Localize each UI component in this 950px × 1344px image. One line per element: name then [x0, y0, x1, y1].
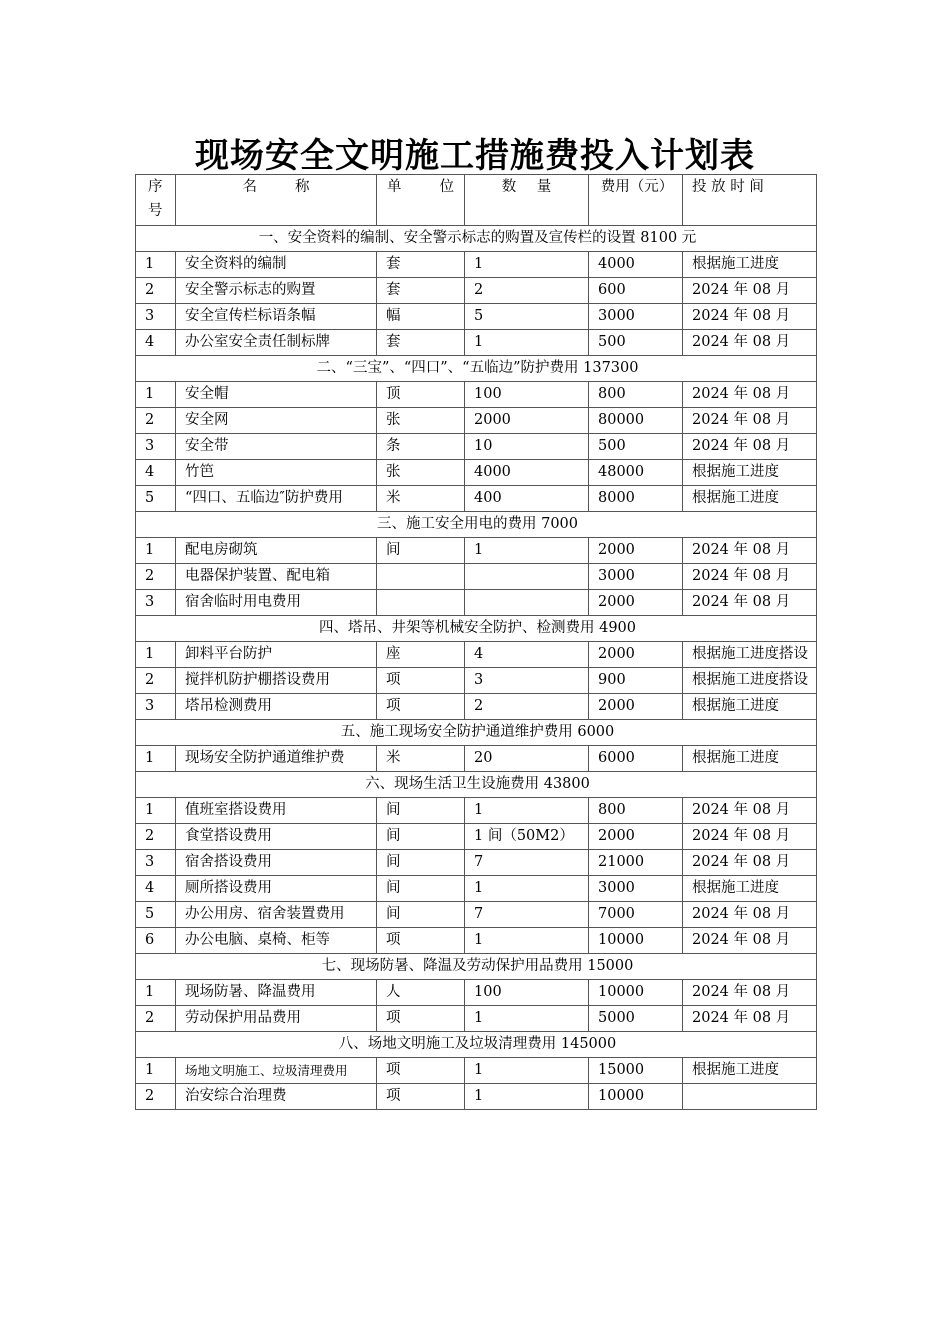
cost-cell: 600 — [589, 278, 683, 304]
quantity-cell: 1 间（50M2） — [465, 824, 589, 850]
unit-cell: 间 — [377, 850, 465, 876]
table-row — [136, 1084, 817, 1110]
cost-cell: 15000 — [589, 1058, 683, 1084]
unit-cell: 项 — [377, 694, 465, 720]
table-row — [136, 1058, 817, 1084]
table-row — [136, 460, 817, 486]
table-row — [136, 694, 817, 720]
schedule-cell: 2024 年 08 月 — [683, 590, 817, 616]
section-title: 六、现场生活卫生设施费用 43800 — [136, 772, 817, 798]
quantity-cell — [465, 590, 589, 616]
unit-cell: 项 — [377, 1006, 465, 1032]
quantity-cell: 1 — [465, 1084, 589, 1110]
schedule-cell: 根据施工进度 — [683, 876, 817, 902]
header-quantity: 数 量 — [465, 175, 589, 226]
cost-cell: 800 — [589, 382, 683, 408]
cost-cell: 10000 — [589, 1084, 683, 1110]
row-number-cell: 1 — [136, 642, 176, 668]
schedule-cell: 根据施工进度 — [683, 460, 817, 486]
schedule-cell: 根据施工进度 — [683, 252, 817, 278]
section-header-row — [136, 512, 817, 538]
table-row — [136, 928, 817, 954]
table-row — [136, 252, 817, 278]
item-name-cell: 办公用房、宿舍装置费用 — [176, 902, 377, 928]
schedule-cell: 2024 年 08 月 — [683, 564, 817, 590]
schedule-cell: 根据施工进度 — [683, 746, 817, 772]
cost-cell: 500 — [589, 330, 683, 356]
schedule-cell: 2024 年 08 月 — [683, 928, 817, 954]
header-name: 名 称 — [176, 175, 377, 226]
table-row — [136, 798, 817, 824]
row-number-cell: 2 — [136, 824, 176, 850]
cost-cell: 10000 — [589, 928, 683, 954]
quantity-cell: 4000 — [465, 460, 589, 486]
table-row — [136, 590, 817, 616]
section-header-row — [136, 616, 817, 642]
unit-cell: 项 — [377, 1058, 465, 1084]
cost-cell: 6000 — [589, 746, 683, 772]
quantity-cell: 7 — [465, 850, 589, 876]
schedule-cell: 2024 年 08 月 — [683, 980, 817, 1006]
item-name-cell: 治安综合治理费 — [176, 1084, 377, 1110]
quantity-cell: 2 — [465, 278, 589, 304]
cost-cell: 500 — [589, 434, 683, 460]
row-number-cell: 5 — [136, 902, 176, 928]
schedule-cell: 2024 年 08 月 — [683, 278, 817, 304]
item-name-cell: 安全宣传栏标语条幅 — [176, 304, 377, 330]
quantity-cell: 2000 — [465, 408, 589, 434]
schedule-cell: 2024 年 08 月 — [683, 1006, 817, 1032]
schedule-cell: 根据施工进度 — [683, 486, 817, 512]
schedule-cell: 2024 年 08 月 — [683, 902, 817, 928]
quantity-cell: 3 — [465, 668, 589, 694]
unit-cell: 间 — [377, 876, 465, 902]
quantity-cell: 4 — [465, 642, 589, 668]
item-name-cell: 竹笆 — [176, 460, 377, 486]
item-name-cell: 安全网 — [176, 408, 377, 434]
page-title: 现场安全文明施工措施费投入计划表 — [195, 136, 755, 176]
section-title: 八、场地文明施工及垃圾清理费用 145000 — [136, 1032, 817, 1058]
header-time: 投 放 时 间 — [683, 175, 817, 226]
schedule-cell: 根据施工进度搭设 — [683, 668, 817, 694]
schedule-cell: 2024 年 08 月 — [683, 434, 817, 460]
table-row — [136, 564, 817, 590]
section-header-row — [136, 226, 817, 252]
cost-cell: 900 — [589, 668, 683, 694]
row-number-cell: 2 — [136, 1084, 176, 1110]
section-title: 一、安全资料的编制、安全警示标志的购置及宣传栏的设置 8100 元 — [136, 226, 817, 252]
quantity-cell: 1 — [465, 538, 589, 564]
row-number-cell: 2 — [136, 278, 176, 304]
section-title: 五、施工现场安全防护通道维护费用 6000 — [136, 720, 817, 746]
table-row — [136, 1006, 817, 1032]
quantity-cell: 400 — [465, 486, 589, 512]
quantity-cell: 20 — [465, 746, 589, 772]
item-name-cell: 安全资料的编制 — [176, 252, 377, 278]
row-number-cell: 1 — [136, 538, 176, 564]
row-number-cell: 3 — [136, 434, 176, 460]
table-row — [136, 330, 817, 356]
row-number-cell: 4 — [136, 460, 176, 486]
schedule-cell: 根据施工进度 — [683, 694, 817, 720]
quantity-cell: 1 — [465, 798, 589, 824]
item-name-cell: 宿舍搭设费用 — [176, 850, 377, 876]
cost-cell: 8000 — [589, 486, 683, 512]
section-header-row — [136, 356, 817, 382]
section-header-row — [136, 772, 817, 798]
section-header-row — [136, 954, 817, 980]
item-name-cell: 搅拌机防护棚搭设费用 — [176, 668, 377, 694]
quantity-cell: 5 — [465, 304, 589, 330]
unit-cell: 幅 — [377, 304, 465, 330]
cost-cell: 2000 — [589, 824, 683, 850]
item-name-cell: 办公室安全责任制标牌 — [176, 330, 377, 356]
row-number-cell: 1 — [136, 382, 176, 408]
table-row — [136, 642, 817, 668]
row-number-cell: 3 — [136, 850, 176, 876]
table-row — [136, 538, 817, 564]
row-number-cell: 2 — [136, 668, 176, 694]
schedule-cell: 根据施工进度搭设 — [683, 642, 817, 668]
section-header-row — [136, 720, 817, 746]
quantity-cell: 1 — [465, 1058, 589, 1084]
section-title: 三、施工安全用电的费用 7000 — [136, 512, 817, 538]
item-name-cell: 塔吊检测费用 — [176, 694, 377, 720]
unit-cell: 座 — [377, 642, 465, 668]
row-number-cell: 2 — [136, 564, 176, 590]
unit-cell: 顶 — [377, 382, 465, 408]
cost-cell: 80000 — [589, 408, 683, 434]
cost-cell: 21000 — [589, 850, 683, 876]
row-number-cell: 4 — [136, 876, 176, 902]
section-title: 七、现场防暑、降温及劳动保护用品费用 15000 — [136, 954, 817, 980]
row-number-cell: 1 — [136, 798, 176, 824]
item-name-cell: 配电房砌筑 — [176, 538, 377, 564]
row-number-cell: 3 — [136, 694, 176, 720]
unit-cell: 人 — [377, 980, 465, 1006]
unit-cell: 套 — [377, 330, 465, 356]
schedule-cell: 2024 年 08 月 — [683, 304, 817, 330]
unit-cell — [377, 564, 465, 590]
quantity-cell: 10 — [465, 434, 589, 460]
row-number-cell: 2 — [136, 408, 176, 434]
schedule-cell: 2024 年 08 月 — [683, 382, 817, 408]
table-row — [136, 980, 817, 1006]
item-name-cell: 现场防暑、降温费用 — [176, 980, 377, 1006]
cost-cell: 4000 — [589, 252, 683, 278]
quantity-cell — [465, 564, 589, 590]
cost-cell: 2000 — [589, 642, 683, 668]
quantity-cell: 100 — [465, 382, 589, 408]
schedule-cell: 2024 年 08 月 — [683, 824, 817, 850]
table-row — [136, 746, 817, 772]
table-row — [136, 304, 817, 330]
table-row — [136, 408, 817, 434]
item-name-cell: 宿舍临时用电费用 — [176, 590, 377, 616]
unit-cell: 间 — [377, 538, 465, 564]
table-row — [136, 486, 817, 512]
schedule-cell: 2024 年 08 月 — [683, 538, 817, 564]
unit-cell: 张 — [377, 408, 465, 434]
cost-cell: 3000 — [589, 304, 683, 330]
row-number-cell: 1 — [136, 980, 176, 1006]
unit-cell: 项 — [377, 1084, 465, 1110]
unit-cell: 项 — [377, 928, 465, 954]
unit-cell: 间 — [377, 824, 465, 850]
schedule-cell: 2024 年 08 月 — [683, 798, 817, 824]
cost-cell: 2000 — [589, 694, 683, 720]
cost-cell: 10000 — [589, 980, 683, 1006]
row-number-cell: 1 — [136, 1058, 176, 1084]
quantity-cell: 1 — [465, 1006, 589, 1032]
cost-cell: 7000 — [589, 902, 683, 928]
row-number-cell: 4 — [136, 330, 176, 356]
row-number-cell: 1 — [136, 746, 176, 772]
row-number-cell: 6 — [136, 928, 176, 954]
cost-cell: 2000 — [589, 590, 683, 616]
quantity-cell: 1 — [465, 928, 589, 954]
unit-cell: 条 — [377, 434, 465, 460]
cost-cell: 2000 — [589, 538, 683, 564]
row-number-cell: 5 — [136, 486, 176, 512]
table-header-row — [136, 175, 817, 226]
unit-cell: 米 — [377, 486, 465, 512]
table-row — [136, 824, 817, 850]
item-name-cell: 卸料平台防护 — [176, 642, 377, 668]
item-name-cell: 食堂搭设费用 — [176, 824, 377, 850]
row-number-cell: 2 — [136, 1006, 176, 1032]
unit-cell: 张 — [377, 460, 465, 486]
table-row — [136, 876, 817, 902]
section-title: 四、塔吊、井架等机械安全防护、检测费用 4900 — [136, 616, 817, 642]
unit-cell: 套 — [377, 278, 465, 304]
schedule-cell: 2024 年 08 月 — [683, 850, 817, 876]
schedule-cell — [683, 1084, 817, 1110]
item-name-cell: 电器保护装置、配电箱 — [176, 564, 377, 590]
table-row — [136, 902, 817, 928]
unit-cell: 项 — [377, 668, 465, 694]
quantity-cell: 2 — [465, 694, 589, 720]
schedule-cell: 根据施工进度 — [683, 1058, 817, 1084]
quantity-cell: 7 — [465, 902, 589, 928]
table-row — [136, 850, 817, 876]
section-title: 二、“三宝”、“四口”、“五临边”防护费用 137300 — [136, 356, 817, 382]
item-name-cell: 现场安全防护通道维护费 — [176, 746, 377, 772]
schedule-cell: 2024 年 08 月 — [683, 408, 817, 434]
unit-cell: 套 — [377, 252, 465, 278]
table-row — [136, 668, 817, 694]
item-name-cell: 劳动保护用品费用 — [176, 1006, 377, 1032]
item-name-cell: “四口、五临边″防护费用 — [176, 486, 377, 512]
item-name-cell: 场地文明施工、垃圾清理费用 — [176, 1058, 377, 1084]
schedule-cell: 2024 年 08 月 — [683, 330, 817, 356]
quantity-cell: 1 — [465, 876, 589, 902]
cost-cell: 3000 — [589, 876, 683, 902]
row-number-cell: 1 — [136, 252, 176, 278]
quantity-cell: 1 — [465, 330, 589, 356]
cost-cell: 3000 — [589, 564, 683, 590]
item-name-cell: 安全帽 — [176, 382, 377, 408]
header-cost: 费用（元） — [589, 175, 683, 226]
header-unit: 单 位 — [377, 175, 465, 226]
unit-cell: 米 — [377, 746, 465, 772]
item-name-cell: 厕所搭设费用 — [176, 876, 377, 902]
quantity-cell: 100 — [465, 980, 589, 1006]
cost-cell: 800 — [589, 798, 683, 824]
unit-cell — [377, 590, 465, 616]
quantity-cell: 1 — [465, 252, 589, 278]
item-name-cell: 办公电脑、桌椅、柜等 — [176, 928, 377, 954]
item-name-cell: 安全警示标志的购置 — [176, 278, 377, 304]
cost-cell: 5000 — [589, 1006, 683, 1032]
row-number-cell: 3 — [136, 590, 176, 616]
table-row — [136, 382, 817, 408]
unit-cell: 间 — [377, 798, 465, 824]
header-no: 序号 — [136, 175, 176, 226]
table-row — [136, 434, 817, 460]
row-number-cell: 3 — [136, 304, 176, 330]
section-header-row — [136, 1032, 817, 1058]
cost-cell: 48000 — [589, 460, 683, 486]
item-name-cell: 安全带 — [176, 434, 377, 460]
table-row — [136, 278, 817, 304]
item-name-cell: 值班室搭设费用 — [176, 798, 377, 824]
unit-cell: 间 — [377, 902, 465, 928]
cost-plan-table — [135, 174, 817, 1110]
